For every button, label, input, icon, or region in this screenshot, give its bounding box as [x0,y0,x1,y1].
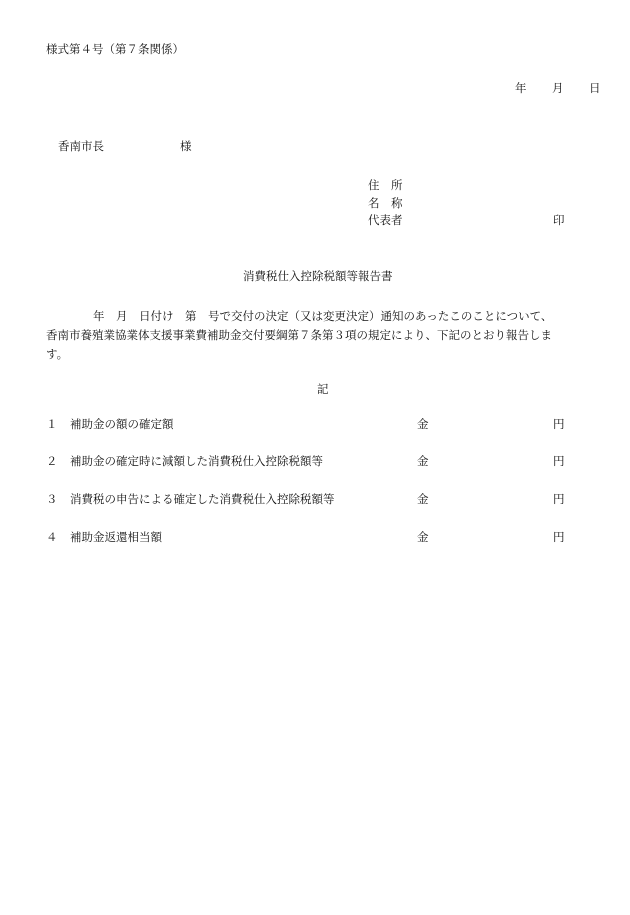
applicant-representative-label: 代表者 [368,213,403,227]
item-kin: 金 [417,417,429,431]
item-number: ３ [46,492,58,506]
ki-heading: 記 [317,382,329,396]
body-line-2: 香南市養殖業協業体支援事業費補助金交付要綱第７条第３項の規定により、下記のとおり報告しま [46,328,552,342]
addressee-honorific: 様 [180,139,192,153]
item-yen: 円 [553,530,565,544]
item-kin: 金 [417,530,429,544]
document-title: 消費税仕入控除税額等報告書 [243,269,393,283]
item-kin: 金 [417,454,429,468]
applicant-address-label: 住 所 [368,178,403,192]
date-month: 月 [552,81,564,95]
body-line-3: す。 [46,347,69,361]
body-paragraph [46,307,596,364]
item-label: 補助金の額の確定額 [70,417,174,431]
item-yen: 円 [553,454,565,468]
item-label: 消費税の申告による確定した消費税仕入控除税額等 [70,492,335,506]
body-line-1: 年 月 日付け 第 号で交付の決定（又は変更決定）通知のあったこのことについて、 [93,309,553,323]
item-kin: 金 [417,492,429,506]
item-label: 補助金の確定時に減額した消費税仕入控除税額等 [70,454,323,468]
item-number: ４ [46,530,58,544]
item-number: １ [46,417,58,431]
seal-mark: 印 [553,213,565,227]
form-number: 様式第４号（第７条関係） [46,42,184,56]
addressee-name: 香南市長 [58,139,104,153]
item-yen: 円 [553,492,565,506]
date-day: 日 [589,81,601,95]
applicant-name-label: 名 称 [368,196,403,210]
item-label: 補助金返還相当額 [70,530,162,544]
date-year: 年 [515,81,527,95]
item-number: ２ [46,454,58,468]
item-yen: 円 [553,417,565,431]
